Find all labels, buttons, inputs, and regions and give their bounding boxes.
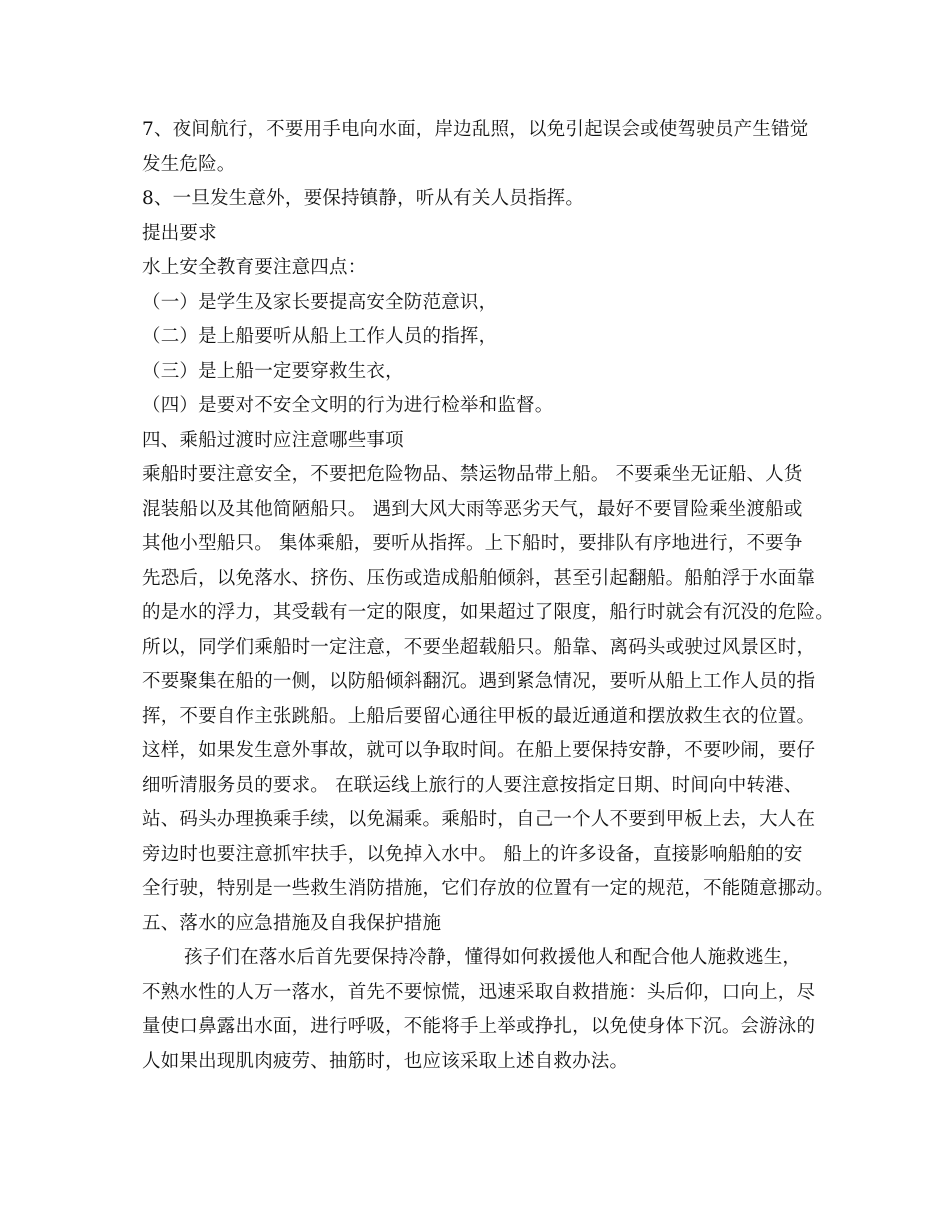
text-line: 其他小型船只。 集体乘船，要听从指挥。上下船时，要排队有序地进行，不要争: [142, 533, 803, 554]
text-line: 不熟水性的人万一落水，首先不要惊慌，迅速采取自救措施：头后仰，口向上，尽: [142, 982, 816, 1003]
list-item: （三）是上船一定要穿救生衣，: [142, 361, 404, 382]
text-line: 孩子们在落水后首先要保持冷静，懂得如何救援他人和配合他人施救逃生，: [184, 947, 802, 968]
text-line: 全行驶，特别是一些救生消防措施，它们存放的位置有一定的规范，不能随意挪动。: [142, 878, 834, 899]
section-heading: 提出要求: [142, 223, 217, 244]
text-line: 8、一旦发生意外，要保持镇静，听从有关人员指挥。: [142, 188, 585, 209]
text-line: 量使口鼻露出水面，进行呼吸，不能将手上举或挣扎，以免使身体下沉。会游泳的: [142, 1016, 816, 1037]
text-line: 发生危险。: [142, 154, 236, 175]
text-line: 人如果出现肌肉疲劳、抽筋时，也应该采取上述自救办法。: [142, 1051, 629, 1072]
text-line: 乘船时要注意安全，不要把危险物品、禁运物品带上船。 不要乘坐无证船、人货: [142, 464, 803, 485]
list-item: （四）是要对不安全文明的行为进行检举和监督。: [142, 395, 554, 416]
section-heading: 五、落水的应急措施及自我保护措施: [142, 913, 442, 934]
list-item: （二）是上船要听从船上工作人员的指挥，: [142, 326, 498, 347]
text-line: 站、码头办理换乘手续，以免漏乘。乘船时，自己一个人不要到甲板上去，大人在: [142, 809, 816, 830]
text-line: 旁边时也要注意抓牢扶手，以免掉入水中。 船上的许多设备，直接影响船舶的安: [142, 844, 803, 865]
text-line: 的是水的浮力，其受载有一定的限度，如果超过了限度，船行时就会有沉没的危险。: [142, 602, 834, 623]
text-line: 所以，同学们乘船时一定注意，不要坐超载船只。船靠、离码头或驶过风景区时，: [142, 637, 816, 658]
section-heading: 四、乘船过渡时应注意哪些事项: [142, 430, 404, 451]
text-line: 7、夜间航行，不要用手电向水面，岸边乱照，以免引起误会或使驾驶员产生错觉: [142, 119, 809, 140]
text-line: 细听清服务员的要求。 在联运线上旅行的人要注意按指定日期、时间向中转港、: [142, 775, 803, 796]
text-line: 先恐后，以免落水、挤伤、压伤或造成船舶倾斜，甚至引起翻船。船舶浮于水面靠: [142, 568, 816, 589]
text-line: 混装船以及其他简陋船只。 遇到大风大雨等恶劣天气，最好不要冒险乘坐渡船或: [142, 499, 803, 520]
list-item: （一）是学生及家长要提高安全防范意识，: [142, 292, 498, 313]
text-line: 挥，不要自作主张跳船。上船后要留心通往甲板的最近通道和摆放救生衣的位置。: [142, 706, 816, 727]
text-line: 这样，如果发生意外事故，就可以争取时间。在船上要保持安静，不要吵闹，要仔: [142, 740, 816, 761]
text-line: 水上安全教育要注意四点：: [142, 257, 367, 278]
text-line: 不要聚集在船的一侧，以防船倾斜翻沉。遇到紧急情况，要听从船上工作人员的指: [142, 671, 816, 692]
